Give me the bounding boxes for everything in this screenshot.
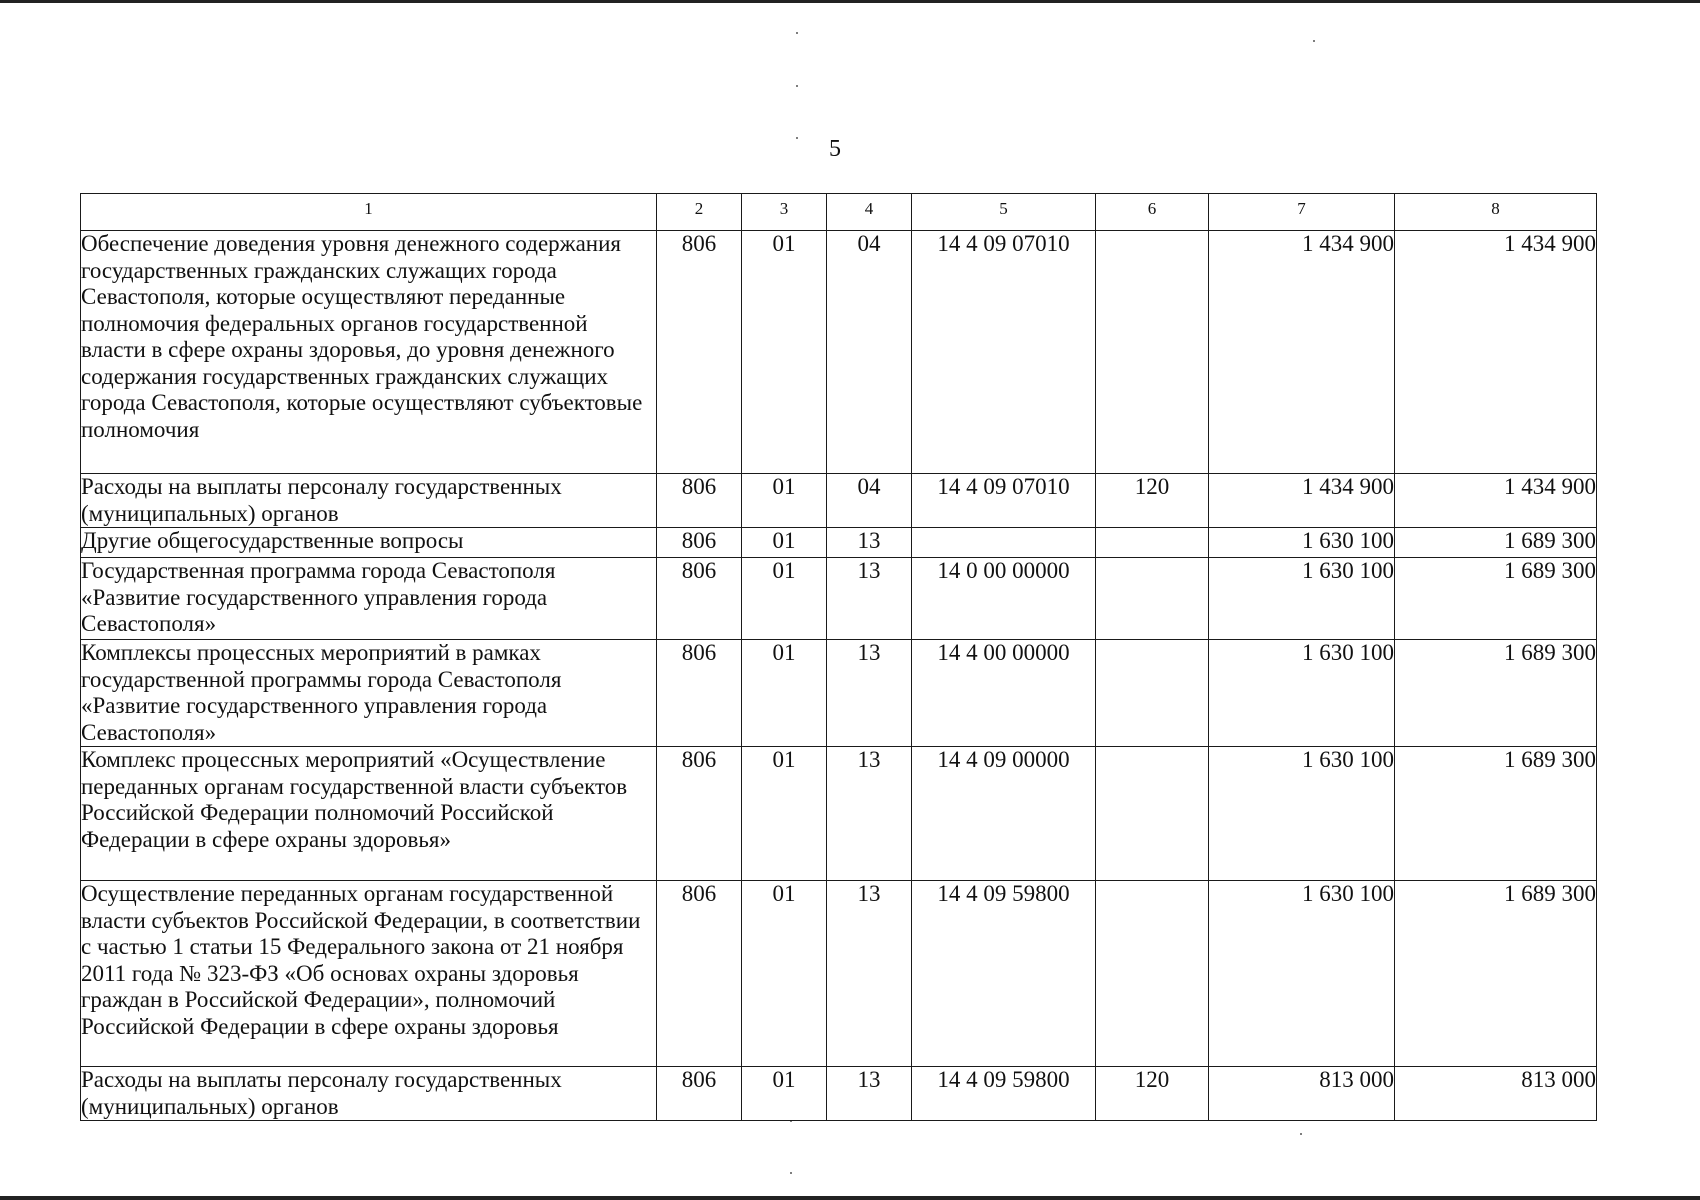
scan-speck	[796, 85, 798, 87]
cell-expense-type	[1096, 558, 1209, 640]
cell-expense-type: 120	[1096, 1067, 1209, 1121]
cell-amount-col8: 1 689 300	[1395, 558, 1597, 640]
cell-amount-col8: 1 434 900	[1395, 474, 1597, 528]
row-description: Государственная программа города Севастополя «Развитие государственного управления города Севастополя»	[81, 558, 657, 640]
cell-section: 01	[742, 747, 827, 881]
column-header: 5	[912, 194, 1096, 231]
cell-section: 01	[742, 558, 827, 640]
column-header: 4	[827, 194, 912, 231]
cell-amount-col7: 1 434 900	[1209, 474, 1395, 528]
scan-speck	[1300, 1133, 1302, 1135]
cell-amount-col8: 1 689 300	[1395, 640, 1597, 747]
cell-amount-col8: 1 689 300	[1395, 528, 1597, 558]
cell-expense-type	[1096, 747, 1209, 881]
table-row	[81, 231, 1597, 474]
table-row	[81, 528, 1597, 558]
cell-expense-type	[1096, 231, 1209, 474]
row-description: Комплекс процессных мероприятий «Осуществление переданных органам государственной власти субъектов Российской Федерации полномочий Российской Федерации в сфере охраны здоровья»	[81, 747, 657, 881]
cell-target-article: 14 0 00 00000	[912, 558, 1096, 640]
cell-ministry-code: 806	[657, 474, 742, 528]
cell-section: 01	[742, 640, 827, 747]
row-description: Расходы на выплаты персоналу государственных (муниципальных) органов	[81, 474, 657, 528]
cell-ministry-code: 806	[657, 881, 742, 1067]
cell-target-article: 14 4 09 59800	[912, 881, 1096, 1067]
cell-target-article: 14 4 00 00000	[912, 640, 1096, 747]
cell-subsection: 13	[827, 528, 912, 558]
cell-amount-col7: 1 434 900	[1209, 231, 1395, 474]
cell-amount-col7: 1 630 100	[1209, 881, 1395, 1067]
cell-section: 01	[742, 474, 827, 528]
cell-ministry-code: 806	[657, 747, 742, 881]
scan-edge-top	[0, 0, 1700, 3]
cell-section: 01	[742, 528, 827, 558]
cell-amount-col8: 813 000	[1395, 1067, 1597, 1121]
cell-amount-col7: 1 630 100	[1209, 528, 1395, 558]
budget-table	[80, 193, 1597, 1121]
row-description: Обеспечение доведения уровня денежного содержания государственных гражданских служащих города Севастополя, которые осуществляют переданные полномочия федеральных органов государственной власти в сфере охраны здоровья, до уровня денежного содержания государственных гражданских служащих города Севастополя, которые осуществляют субъектовые полномочия	[81, 231, 657, 474]
cell-section: 01	[742, 881, 827, 1067]
cell-ministry-code: 806	[657, 640, 742, 747]
cell-expense-type	[1096, 640, 1209, 747]
scan-speck	[796, 137, 798, 139]
row-description: Комплексы процессных мероприятий в рамках государственной программы города Севастополя «Развитие государственного управления города Севастополя»	[81, 640, 657, 747]
cell-subsection: 13	[827, 640, 912, 747]
table-row	[81, 474, 1597, 528]
cell-target-article: 14 4 09 07010	[912, 474, 1096, 528]
cell-target-article: 14 4 09 59800	[912, 1067, 1096, 1121]
cell-subsection: 13	[827, 747, 912, 881]
row-description: Осуществление переданных органам государственной власти субъектов Российской Федерации, в соответствии с частью 1 статьи 15 Федерального закона от 21 ноября 2011 года № 323-ФЗ «Об основах охраны здоровья граждан в Российской Федерации», полномочий Российской Федерации в сфере охраны здоровья	[81, 881, 657, 1067]
scan-speck	[796, 32, 798, 34]
page-number: 5	[829, 136, 841, 162]
cell-amount-col7: 1 630 100	[1209, 747, 1395, 881]
cell-target-article: 14 4 09 07010	[912, 231, 1096, 474]
cell-expense-type: 120	[1096, 474, 1209, 528]
cell-subsection: 13	[827, 558, 912, 640]
column-header: 3	[742, 194, 827, 231]
table-row	[81, 1067, 1597, 1121]
cell-amount-col8: 1 434 900	[1395, 231, 1597, 474]
row-description: Расходы на выплаты персоналу государственных (муниципальных) органов	[81, 1067, 657, 1121]
column-header: 1	[81, 194, 657, 231]
cell-subsection: 04	[827, 474, 912, 528]
cell-target-article	[912, 528, 1096, 558]
table-row	[81, 747, 1597, 881]
cell-amount-col7: 813 000	[1209, 1067, 1395, 1121]
column-header: 2	[657, 194, 742, 231]
cell-ministry-code: 806	[657, 558, 742, 640]
cell-section: 01	[742, 231, 827, 474]
cell-ministry-code: 806	[657, 1067, 742, 1121]
row-description: Другие общегосударственные вопросы	[81, 528, 657, 558]
scan-edge-bottom	[0, 1196, 1700, 1200]
table-row	[81, 558, 1597, 640]
cell-subsection: 13	[827, 881, 912, 1067]
table-row	[81, 640, 1597, 747]
table-row	[81, 881, 1597, 1067]
table-header-row	[81, 194, 1597, 231]
cell-ministry-code: 806	[657, 231, 742, 474]
cell-amount-col7: 1 630 100	[1209, 640, 1395, 747]
cell-expense-type	[1096, 881, 1209, 1067]
scan-speck	[1313, 40, 1315, 42]
cell-expense-type	[1096, 528, 1209, 558]
cell-section: 01	[742, 1067, 827, 1121]
scan-speck	[790, 1172, 792, 1174]
cell-subsection: 04	[827, 231, 912, 474]
cell-target-article: 14 4 09 00000	[912, 747, 1096, 881]
cell-amount-col8: 1 689 300	[1395, 881, 1597, 1067]
column-header: 8	[1395, 194, 1597, 231]
cell-subsection: 13	[827, 1067, 912, 1121]
column-header: 7	[1209, 194, 1395, 231]
cell-amount-col7: 1 630 100	[1209, 558, 1395, 640]
column-header: 6	[1096, 194, 1209, 231]
cell-amount-col8: 1 689 300	[1395, 747, 1597, 881]
cell-ministry-code: 806	[657, 528, 742, 558]
